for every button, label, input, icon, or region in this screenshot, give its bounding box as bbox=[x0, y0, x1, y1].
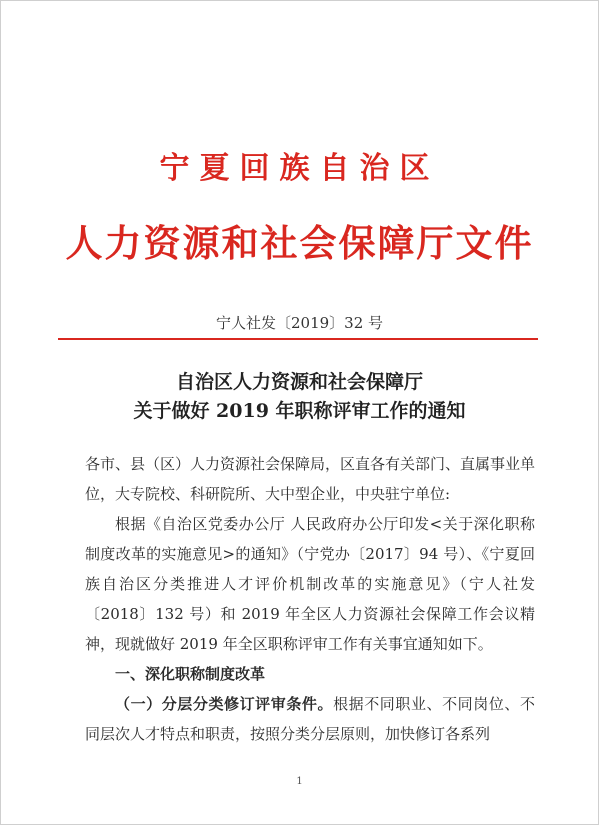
item-text: 根据不同职业、不同岗位、不同层次人才特点和职责，按照分类分层原则，加快修订各系列 bbox=[85, 695, 535, 743]
red-divider-line bbox=[58, 338, 538, 340]
notice-title-line-1: 自治区人力资源和社会保障厅 bbox=[175, 371, 423, 393]
section-heading-1: 一、深化职称制度改革 bbox=[115, 665, 266, 683]
document-number: 宁人社发〔2019〕32 号 bbox=[215, 314, 384, 332]
item-paragraph-1 bbox=[85, 689, 535, 749]
issuing-region: 宁夏回族自治区 bbox=[159, 151, 440, 186]
intro-paragraph: 根据《自治区党委办公厅 人民政府办公厅印发<关于深化职称制度改革的实施意见>的通知》（宁党办〔2017〕94 号）、《宁夏回族自治区分类推进人才评价机制改革的实施意见》（宁人社发〔2018〕132 号）和 2019 年全区人力资源社会保障工作会议精神，现就做好 2019 年全区职称评审工作有关事宜通知如下。 bbox=[85, 515, 535, 653]
item-lead: （一）分层分类修订评审条件。 bbox=[115, 695, 334, 713]
page-number: 1 bbox=[296, 776, 303, 787]
document-body bbox=[85, 449, 535, 749]
issuing-organization-title: 人力资源和社会保障厅文件 bbox=[65, 221, 534, 265]
addressee-paragraph: 各市、县（区）人力资源社会保障局，区直各有关部门、直属事业单位，大专院校、科研院所、大中型企业，中央驻宁单位: bbox=[85, 455, 536, 503]
notice-title-line-2: 关于做好 2019 年职称评审工作的通知 bbox=[133, 400, 466, 422]
